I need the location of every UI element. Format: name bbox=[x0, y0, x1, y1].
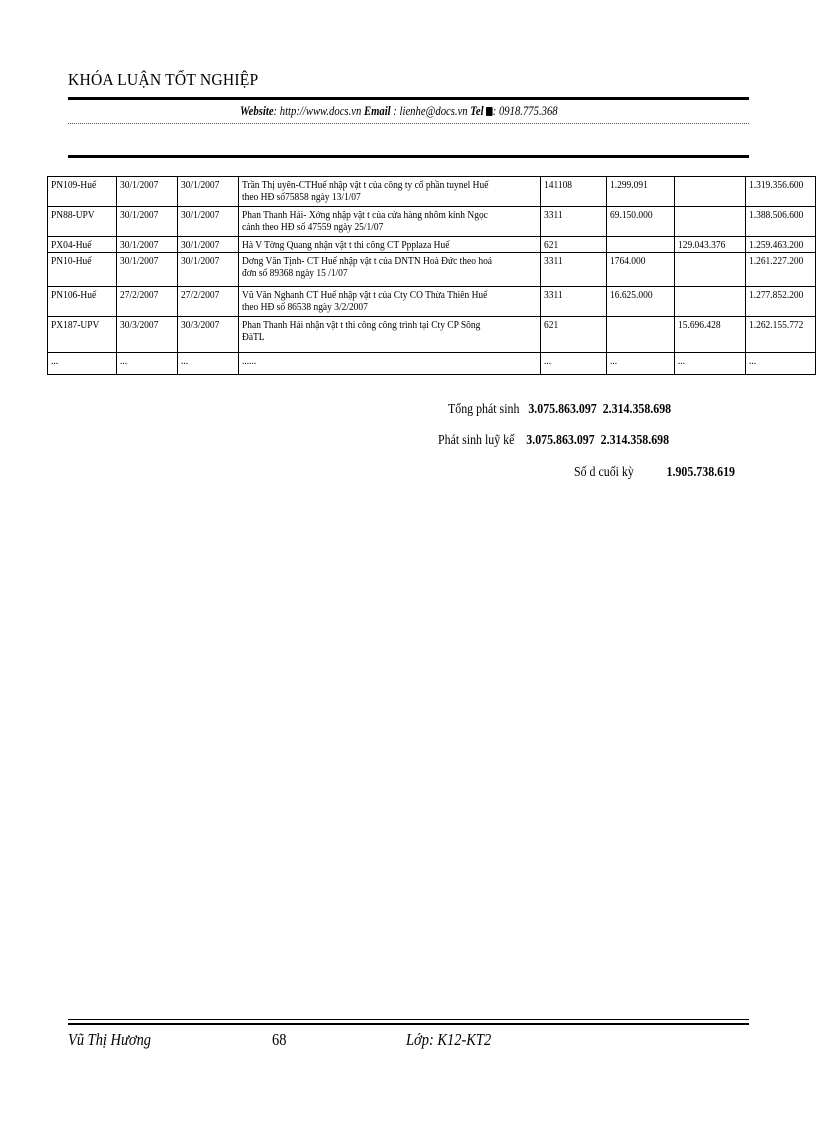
cell-debit-text: 1.299.091 bbox=[610, 179, 648, 191]
cell-credit-text: ... bbox=[678, 355, 686, 367]
table-row bbox=[48, 317, 816, 353]
cell-date1 bbox=[117, 207, 178, 237]
footer-page-number: 68 bbox=[272, 1030, 287, 1049]
cell-balance-text: 1.277.852.200 bbox=[748, 289, 804, 301]
cell-credit-text: 129.043.376 bbox=[678, 239, 726, 251]
cell-desc-text: ...... bbox=[241, 355, 256, 367]
cell-date2 bbox=[178, 287, 238, 317]
cell-credit bbox=[675, 177, 745, 207]
cell-balance bbox=[745, 287, 815, 317]
total-phat-sinh-debit: 3.075.863.097 bbox=[528, 402, 597, 417]
cell-date2 bbox=[178, 207, 238, 237]
table-row bbox=[48, 207, 816, 237]
cell-doc-text: PN109-Huế bbox=[51, 179, 97, 191]
cell-desc bbox=[238, 353, 540, 375]
tel-value: : 0918.775.368 bbox=[492, 103, 558, 118]
cell-desc-text: Phan Thanh Hải- Xởng nhập vật t của cửa hàng nhôm kính Ngọc cảnh theo HĐ số 47559 ngày 25/1/07 bbox=[241, 209, 488, 233]
cell-account bbox=[540, 317, 606, 353]
email-label: Email bbox=[363, 103, 391, 118]
cell-doc-text: ... bbox=[51, 355, 59, 367]
footer-rule-thick bbox=[68, 1023, 749, 1025]
cell-desc bbox=[238, 177, 540, 207]
tel-label: Tel bbox=[470, 103, 484, 118]
cell-date1 bbox=[117, 353, 178, 375]
cell-debit bbox=[607, 253, 675, 287]
cell-account bbox=[540, 207, 606, 237]
cell-account-text: 3311 bbox=[543, 289, 563, 301]
cell-date2-text: 30/3/2007 bbox=[181, 319, 220, 331]
cell-date2 bbox=[178, 253, 238, 287]
cell-debit-text: 1764.000 bbox=[610, 255, 646, 267]
cell-doc-text: PX04-Huế bbox=[51, 239, 92, 251]
cell-account bbox=[540, 177, 606, 207]
total-luy-ke-label: Phát sinh luỹ kế bbox=[438, 433, 515, 448]
cell-credit bbox=[675, 237, 745, 253]
table-row bbox=[48, 287, 816, 317]
cell-doc bbox=[48, 253, 117, 287]
cell-desc-text: Dơng Văn Tịnh- CT Huế nhập vật t của DNTN Hoà Đức theo hoá đơn số 89368 ngày 15 /1/07 bbox=[241, 255, 492, 279]
cell-credit bbox=[675, 253, 745, 287]
cell-desc bbox=[238, 287, 540, 317]
header-title: KHÓA LUẬN TỐT NGHIỆP bbox=[68, 70, 259, 89]
cell-date1-text: 30/1/2007 bbox=[120, 209, 159, 221]
cell-date2-text: 30/1/2007 bbox=[181, 239, 220, 251]
table-row bbox=[48, 353, 816, 375]
cell-account-text: ... bbox=[543, 355, 551, 367]
table-row bbox=[48, 253, 816, 287]
footer-rule-thin bbox=[68, 1019, 749, 1020]
cell-date2-text: 27/2/2007 bbox=[181, 289, 220, 301]
email-value[interactable]: : lienhe@docs.vn bbox=[393, 103, 468, 118]
cell-date1-text: ... bbox=[120, 355, 128, 367]
cell-debit bbox=[607, 207, 675, 237]
header-rule-dotted bbox=[68, 123, 749, 124]
cell-credit bbox=[675, 207, 745, 237]
cell-balance bbox=[745, 207, 815, 237]
cell-date2 bbox=[178, 177, 238, 207]
cell-debit-text: 69.150.000 bbox=[610, 209, 653, 221]
cell-desc-text: Phan Thanh Hải nhận vật t thi công công trình tại Cty CP Sông ĐàTL bbox=[241, 319, 481, 343]
cell-desc-text: Vũ Văn Nghanh CT Huế nhập vật t của Cty CO Thừa Thiên Huế theo HĐ số 86538 ngày 3/2/2007 bbox=[241, 289, 488, 313]
cell-balance-text: 1.259.463.200 bbox=[748, 239, 804, 251]
footer-class: Lớp: K12-KT2 bbox=[406, 1030, 492, 1049]
cell-desc bbox=[238, 317, 540, 353]
closing-balance-value: 1.905.738.619 bbox=[666, 465, 735, 480]
cell-debit-text: 16.625.000 bbox=[610, 289, 653, 301]
cell-account bbox=[540, 287, 606, 317]
cell-date2-text: 30/1/2007 bbox=[181, 255, 220, 267]
cell-date1 bbox=[117, 287, 178, 317]
cell-credit bbox=[675, 287, 745, 317]
total-luy-ke-debit: 3.075.863.097 bbox=[526, 433, 595, 448]
cell-date2-text: ... bbox=[181, 355, 189, 367]
cell-balance-text: 1.261.227.200 bbox=[748, 255, 804, 267]
cell-date2 bbox=[178, 353, 238, 375]
cell-debit bbox=[607, 287, 675, 317]
ledger-body bbox=[48, 177, 816, 375]
cell-credit bbox=[675, 317, 745, 353]
website-url[interactable]: : http://www.docs.vn bbox=[273, 103, 362, 118]
cell-balance bbox=[745, 237, 815, 253]
cell-doc bbox=[48, 317, 117, 353]
cell-debit bbox=[607, 177, 675, 207]
header-rule-top bbox=[68, 97, 749, 100]
cell-account-text: 3311 bbox=[543, 255, 563, 267]
cell-credit-text: 15.696.428 bbox=[678, 319, 721, 331]
cell-debit bbox=[607, 237, 675, 253]
cell-balance-text: ... bbox=[748, 355, 756, 367]
table-row bbox=[48, 237, 816, 253]
closing-balance-label: Số d cuối kỳ bbox=[574, 465, 634, 480]
cell-balance bbox=[745, 253, 815, 287]
cell-account-text: 621 bbox=[543, 239, 558, 251]
total-phat-sinh bbox=[448, 402, 671, 418]
cell-date1-text: 30/1/2007 bbox=[120, 179, 159, 191]
cell-doc bbox=[48, 207, 117, 237]
website-label: Website bbox=[240, 103, 274, 118]
cell-account bbox=[540, 237, 606, 253]
cell-doc bbox=[48, 177, 117, 207]
cell-date1-text: 30/1/2007 bbox=[120, 255, 159, 267]
cell-date2-text: 30/1/2007 bbox=[181, 179, 220, 191]
table-row bbox=[48, 177, 816, 207]
cell-doc bbox=[48, 287, 117, 317]
cell-date2 bbox=[178, 317, 238, 353]
ledger-table bbox=[47, 176, 816, 375]
total-phat-sinh-credit: 2.314.358.698 bbox=[602, 402, 672, 417]
footer-author: Vũ Thị Hương bbox=[68, 1030, 152, 1049]
cell-doc bbox=[48, 353, 117, 375]
cell-account-text: 621 bbox=[543, 319, 558, 331]
cell-account bbox=[540, 353, 606, 375]
cell-date2-text: 30/1/2007 bbox=[181, 209, 220, 221]
closing-balance bbox=[574, 465, 735, 481]
cell-desc bbox=[238, 237, 540, 253]
cell-balance bbox=[745, 317, 815, 353]
cell-date1-text: 30/1/2007 bbox=[120, 239, 159, 251]
cell-doc-text: PX187-UPV bbox=[51, 319, 100, 331]
table-top-rule bbox=[68, 155, 749, 158]
cell-doc bbox=[48, 237, 117, 253]
cell-date1 bbox=[117, 237, 178, 253]
total-luy-ke bbox=[438, 433, 669, 449]
cell-desc bbox=[238, 253, 540, 287]
cell-date1 bbox=[117, 177, 178, 207]
cell-date1-text: 30/3/2007 bbox=[120, 319, 159, 331]
cell-desc-text: Trần Thị uyên-CTHuế nhập vật t của công ty cổ phần tuynel Huế theo HĐ số75858 ngày 13/1/07 bbox=[241, 179, 489, 203]
cell-balance bbox=[745, 353, 815, 375]
cell-debit bbox=[607, 353, 675, 375]
cell-balance-text: 1.388.506.600 bbox=[748, 209, 804, 221]
cell-balance-text: 1.319.356.600 bbox=[748, 179, 804, 191]
cell-account-text: 3311 bbox=[543, 209, 563, 221]
cell-account bbox=[540, 253, 606, 287]
cell-debit-text: ... bbox=[610, 355, 618, 367]
cell-doc-text: PN10-Huế bbox=[51, 255, 92, 267]
cell-date1 bbox=[117, 253, 178, 287]
cell-date1 bbox=[117, 317, 178, 353]
total-luy-ke-credit: 2.314.358.698 bbox=[600, 433, 670, 448]
website-line bbox=[240, 103, 558, 119]
cell-balance-text: 1.262.155.772 bbox=[748, 319, 804, 331]
cell-credit bbox=[675, 353, 745, 375]
cell-debit bbox=[607, 317, 675, 353]
cell-date1-text: 27/2/2007 bbox=[120, 289, 159, 301]
cell-doc-text: PN106-Huế bbox=[51, 289, 97, 301]
cell-doc-text: PN88-UPV bbox=[51, 209, 95, 221]
cell-desc-text: Hà V Tờng Quang nhận vật t thi công CT Ppplaza Huế bbox=[241, 239, 450, 251]
total-phat-sinh-label: Tổng phát sinh bbox=[448, 402, 520, 417]
cell-account-text: 141108 bbox=[543, 179, 572, 191]
cell-balance bbox=[745, 177, 815, 207]
cell-desc bbox=[238, 207, 540, 237]
cell-date2 bbox=[178, 237, 238, 253]
